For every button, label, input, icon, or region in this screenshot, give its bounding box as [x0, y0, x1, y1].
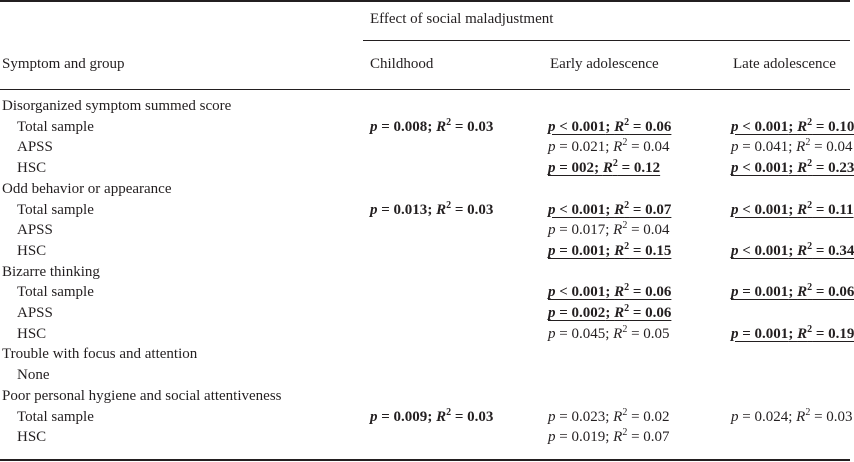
effect-cell-late — [731, 137, 853, 157]
group-label: HSC — [17, 429, 47, 446]
r2-superscript: 2 — [624, 116, 630, 128]
r2-superscript: 2 — [622, 137, 628, 149]
r2-superscript: 2 — [805, 137, 811, 149]
r2-value: = 0.03 — [810, 408, 853, 425]
r2-symbol: R — [613, 408, 623, 425]
r2-superscript: 2 — [807, 282, 813, 294]
p-symbol: p — [731, 325, 739, 342]
r2-symbol: R — [602, 160, 613, 177]
separator: ; — [788, 139, 797, 156]
p-symbol: p — [548, 139, 556, 156]
r2-symbol: R — [797, 201, 808, 218]
group-label: Total sample — [17, 284, 94, 301]
table-bottom-rule — [0, 459, 850, 461]
separator: ; — [605, 284, 615, 301]
column-header-symptom: Symptom and group — [2, 56, 125, 72]
effect-value — [731, 406, 853, 425]
effect-value — [548, 305, 671, 321]
effect-value — [548, 429, 670, 445]
p-symbol: p — [731, 284, 739, 301]
symptom-category-label: Bizarre thinking — [2, 263, 100, 280]
r2-symbol: R — [613, 325, 623, 342]
separator: ; — [605, 408, 614, 425]
r2-symbol: R — [614, 118, 625, 135]
p-value: < 0.001 — [738, 160, 789, 177]
p-symbol: p — [731, 408, 739, 425]
r2-superscript: 2 — [446, 199, 452, 211]
effect-value — [548, 222, 670, 238]
r2-value: = 0.04 — [810, 139, 853, 156]
p-symbol: p — [731, 201, 739, 218]
p-value: = 0.017 — [555, 222, 606, 239]
separator: ; — [788, 160, 798, 177]
effect-value — [548, 240, 672, 259]
effect-value — [731, 160, 854, 176]
symptom-category-label: Trouble with focus and attention — [2, 346, 198, 363]
r2-value: = 0.15 — [629, 242, 672, 259]
separator: ; — [594, 160, 603, 177]
effect-value — [731, 116, 854, 135]
r2-superscript: 2 — [807, 240, 813, 252]
effect-cell-childhood — [370, 407, 493, 427]
effect-cell-early — [548, 137, 670, 157]
r2-symbol: R — [614, 284, 625, 301]
p-symbol: p — [731, 118, 739, 135]
r2-value: = 0.04 — [627, 222, 670, 239]
p-symbol: p — [548, 325, 556, 342]
p-value: = 0.002 — [555, 305, 606, 321]
r2-value: = 0.19 — [812, 325, 854, 342]
r2-value: = 0.06 — [629, 284, 672, 301]
separator: ; — [427, 118, 437, 135]
p-symbol: p — [548, 242, 556, 259]
separator: ; — [605, 305, 615, 321]
r2-value: = 0.06 — [629, 305, 672, 321]
p-symbol: p — [548, 160, 556, 177]
effect-cell-early — [548, 303, 671, 323]
r2-superscript: 2 — [612, 158, 618, 170]
r2-superscript: 2 — [807, 199, 813, 211]
effect-cell-late — [731, 324, 854, 344]
effect-value — [548, 284, 671, 300]
r2-superscript: 2 — [622, 220, 628, 232]
effect-value — [731, 139, 853, 155]
p-value: = 0.001 — [738, 325, 789, 342]
r2-superscript: 2 — [624, 303, 630, 314]
p-value: < 0.001 — [555, 284, 606, 301]
separator: ; — [788, 325, 798, 342]
r2-value: = 0.03 — [451, 408, 494, 425]
p-symbol: p — [731, 139, 739, 156]
p-symbol: p — [548, 222, 556, 239]
p-symbol: p — [370, 201, 378, 218]
effect-value — [548, 406, 670, 425]
r2-superscript: 2 — [446, 406, 452, 418]
separator: ; — [427, 408, 437, 425]
effect-value — [548, 139, 670, 155]
effect-value — [731, 240, 854, 259]
effect-cell-childhood — [370, 200, 493, 220]
r2-symbol: R — [613, 429, 623, 446]
effect-value — [370, 406, 494, 425]
group-label: HSC — [17, 160, 47, 177]
r2-superscript: 2 — [622, 427, 628, 439]
effect-cell-early — [548, 324, 670, 344]
separator: ; — [788, 118, 798, 135]
group-label: HSC — [17, 325, 47, 342]
p-symbol: p — [731, 160, 739, 177]
p-symbol: p — [731, 242, 739, 259]
effect-cell-early — [548, 117, 671, 137]
p-value: = 0.019 — [555, 429, 606, 446]
symptom-category-label: Poor personal hygiene and social attentiveness — [2, 387, 282, 404]
r2-symbol: R — [797, 325, 808, 342]
p-symbol: p — [548, 118, 556, 135]
group-label: HSC — [17, 242, 47, 259]
r2-value: = 0.03 — [451, 118, 494, 135]
p-value: = 0.001 — [738, 284, 789, 301]
r2-symbol: R — [796, 139, 806, 156]
r2-symbol: R — [796, 408, 806, 425]
group-label: APSS — [17, 305, 53, 321]
r2-symbol: R — [436, 118, 447, 135]
p-symbol: p — [370, 118, 378, 135]
effect-value — [370, 199, 494, 218]
p-value: = 0.008 — [377, 118, 428, 135]
p-symbol: p — [548, 284, 556, 301]
r2-value: = 0.05 — [627, 325, 670, 342]
r2-superscript: 2 — [805, 406, 811, 418]
separator: ; — [788, 284, 798, 301]
separator: ; — [605, 118, 615, 135]
p-value: < 0.001 — [738, 201, 789, 218]
r2-value: = 0.02 — [627, 408, 670, 425]
effect-value — [731, 284, 854, 300]
separator: ; — [788, 242, 798, 259]
p-symbol: p — [548, 201, 556, 218]
group-label: APSS — [17, 222, 53, 239]
p-symbol: p — [548, 305, 556, 321]
separator: ; — [605, 222, 614, 239]
r2-value: = 0.11 — [812, 201, 854, 218]
r2-superscript: 2 — [446, 116, 452, 128]
r2-superscript: 2 — [807, 323, 813, 335]
p-value: < 0.001 — [738, 242, 789, 259]
r2-symbol: R — [614, 242, 625, 259]
effect-value — [548, 323, 670, 342]
p-value: = 0.009 — [377, 408, 428, 425]
r2-symbol: R — [436, 408, 447, 425]
separator: ; — [788, 201, 798, 218]
r2-symbol: R — [614, 305, 625, 321]
effect-cell-early — [548, 427, 670, 447]
p-value: = 0.041 — [738, 139, 789, 156]
group-label: None — [17, 367, 50, 384]
p-value: = 002 — [555, 160, 595, 177]
p-value: = 0.021 — [555, 139, 606, 156]
separator: ; — [605, 429, 614, 446]
p-value: < 0.001 — [555, 201, 606, 218]
r2-superscript: 2 — [807, 158, 813, 170]
r2-symbol: R — [797, 242, 808, 259]
r2-symbol: R — [613, 222, 623, 239]
p-value: = 0.045 — [555, 325, 606, 342]
group-label: Total sample — [17, 201, 94, 218]
effect-value — [370, 116, 494, 135]
p-value: < 0.001 — [738, 118, 789, 135]
p-symbol: p — [548, 429, 556, 446]
effect-cell-early — [548, 241, 671, 261]
effect-cell-early — [548, 407, 670, 427]
separator: ; — [605, 201, 615, 218]
r2-value: = 0.06 — [812, 284, 854, 301]
r2-symbol: R — [797, 284, 808, 301]
effect-cell-late — [731, 200, 854, 220]
symptom-category-label: Disorganized symptom summed score — [2, 98, 232, 114]
r2-value: = 0.07 — [629, 201, 672, 218]
p-value: = 0.013 — [377, 201, 428, 218]
p-value: = 0.024 — [738, 408, 789, 425]
group-label: APSS — [17, 139, 53, 156]
effect-value — [548, 160, 660, 176]
r2-symbol: R — [614, 201, 625, 218]
r2-superscript: 2 — [622, 323, 628, 335]
spanner-header: Effect of social maladjustment — [370, 11, 554, 27]
r2-value: = 0.06 — [629, 118, 672, 135]
column-header-late-adolescence: Late adolescence — [733, 56, 836, 72]
separator: ; — [605, 139, 614, 156]
r2-superscript: 2 — [624, 240, 630, 252]
group-label: Total sample — [17, 408, 94, 425]
separator: ; — [605, 325, 614, 342]
separator: ; — [605, 242, 615, 259]
p-symbol: p — [548, 408, 556, 425]
r2-symbol: R — [797, 118, 808, 135]
symptom-category-label: Odd behavior or appearance — [2, 180, 172, 197]
r2-value: = 0.03 — [451, 201, 494, 218]
effect-cell-late — [731, 282, 854, 302]
spanner-rule — [363, 40, 850, 41]
r2-symbol: R — [613, 139, 623, 156]
effect-cell-early — [548, 220, 670, 240]
effect-cell-late — [731, 407, 853, 427]
r2-value: = 0.10 — [812, 118, 854, 135]
effect-cell-childhood — [370, 117, 493, 137]
header-rule — [0, 89, 850, 90]
r2-value: = 0.07 — [627, 429, 670, 446]
effect-value — [731, 323, 854, 342]
r2-superscript: 2 — [807, 116, 813, 128]
r2-value: = 0.04 — [627, 139, 670, 156]
effect-value — [731, 199, 854, 218]
group-label: Total sample — [17, 118, 94, 135]
r2-value: = 0.12 — [617, 160, 661, 177]
effect-cell-early — [548, 282, 671, 302]
table-top-rule — [0, 0, 850, 2]
r2-superscript: 2 — [624, 282, 630, 294]
p-value: = 0.001 — [555, 242, 606, 259]
p-symbol: p — [370, 408, 378, 425]
effect-cell-early — [548, 158, 660, 178]
effect-cell-late — [731, 158, 854, 178]
effect-value — [548, 199, 672, 218]
r2-superscript: 2 — [624, 199, 630, 211]
effect-cell-late — [731, 117, 854, 137]
effect-value — [548, 116, 672, 135]
effect-cell-early — [548, 200, 671, 220]
p-value: < 0.001 — [555, 118, 606, 135]
r2-symbol: R — [797, 160, 808, 177]
effect-cell-late — [731, 241, 854, 261]
p-value: = 0.023 — [555, 408, 606, 425]
column-header-childhood: Childhood — [370, 56, 434, 72]
r2-value: = 0.34 — [812, 242, 854, 259]
separator: ; — [427, 201, 437, 218]
separator: ; — [788, 408, 797, 425]
column-header-early-adolescence: Early adolescence — [550, 56, 659, 72]
r2-superscript: 2 — [622, 406, 628, 418]
r2-symbol: R — [436, 201, 447, 218]
r2-value: = 0.23 — [812, 160, 854, 177]
